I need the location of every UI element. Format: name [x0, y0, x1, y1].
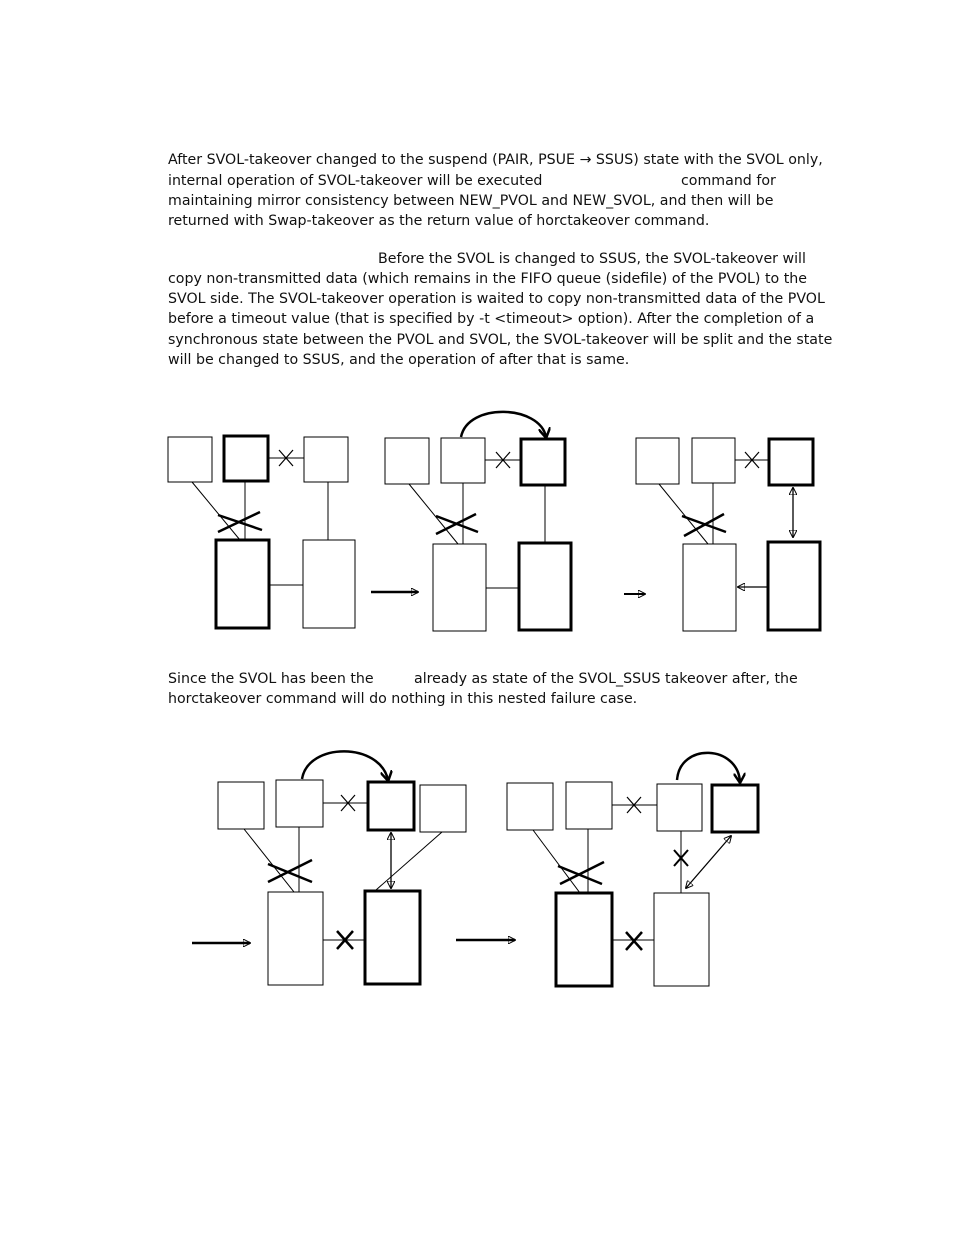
diagram-4	[218, 751, 466, 985]
diagram-5	[507, 753, 758, 986]
x-mark	[682, 514, 726, 536]
volume-box	[216, 540, 269, 628]
paragraph2-line6: will be changed to SSUS, and the operation of after that is same.	[168, 352, 630, 368]
diagram-3	[636, 438, 820, 631]
paragraph1-line3: maintaining mirror consistency between NEW_PVOL and NEW_SVOL, and then will be	[168, 193, 774, 209]
volume-box	[433, 544, 486, 631]
host-box	[769, 439, 813, 485]
x-mark	[626, 932, 642, 950]
volume-box	[556, 893, 612, 986]
paragraph1-line4: returned with Swap-takeover as the return value of horctakeover command.	[168, 213, 710, 229]
paragraph3-line1b: already as state of the SVOL_SSUS takeover after, the	[414, 671, 798, 687]
paragraph1-line2a: internal operation of SVOL-takeover will be executed	[168, 173, 543, 189]
host-box	[507, 783, 553, 830]
paragraph1-line1: After SVOL-takeover changed to the suspend (PAIR, PSUE → SSUS) state with the SVOL only,	[168, 152, 823, 168]
host-box	[441, 438, 485, 483]
curved-arrow	[302, 751, 388, 780]
x-mark	[268, 860, 312, 882]
volume-box	[768, 542, 820, 630]
volume-box	[519, 543, 571, 630]
volume-box	[683, 544, 736, 631]
diagram-1	[168, 436, 355, 628]
host-box	[521, 439, 565, 485]
paragraph3-line1a: Since the SVOL has been the	[168, 671, 374, 687]
volume-box	[654, 893, 709, 986]
paragraph2-line3: SVOL side. The SVOL-takeover operation is waited to copy non-transmitted data of the PVOL	[168, 291, 825, 307]
host-box	[712, 785, 758, 832]
host-box	[566, 782, 612, 829]
volume-box	[303, 540, 355, 628]
paragraph2-line5: synchronous state between the PVOL and SVOL, the SVOL-takeover will be split and the state	[168, 332, 833, 348]
host-box	[385, 438, 429, 484]
host-box	[420, 785, 466, 832]
curved-arrow	[461, 412, 546, 437]
host-box	[224, 436, 268, 481]
paragraph2-line2: copy non-transmitted data (which remains in the FIFO queue (sidefile) of the PVOL) to the	[168, 271, 807, 287]
curved-arrow	[677, 753, 740, 782]
paragraph3-line2: horctakeover command will do nothing in this nested failure case.	[168, 691, 638, 707]
host-box	[304, 437, 348, 482]
host-box	[636, 438, 679, 484]
double-arrow	[686, 836, 731, 888]
host-box	[218, 782, 264, 829]
volume-box	[365, 891, 420, 984]
host-box	[276, 780, 323, 827]
host-box	[168, 437, 212, 482]
host-box	[368, 782, 414, 830]
paragraph1-line2b: command for	[681, 173, 776, 189]
paragraph2-line1: Before the SVOL is changed to SSUS, the SVOL-takeover will	[378, 251, 806, 267]
diagram-2	[385, 412, 571, 631]
host-box	[692, 438, 735, 483]
host-box	[657, 784, 702, 831]
volume-box	[268, 892, 323, 985]
paragraph2-line4: before a timeout value (that is specified by -t <timeout> option). After the completion of a	[168, 311, 815, 327]
